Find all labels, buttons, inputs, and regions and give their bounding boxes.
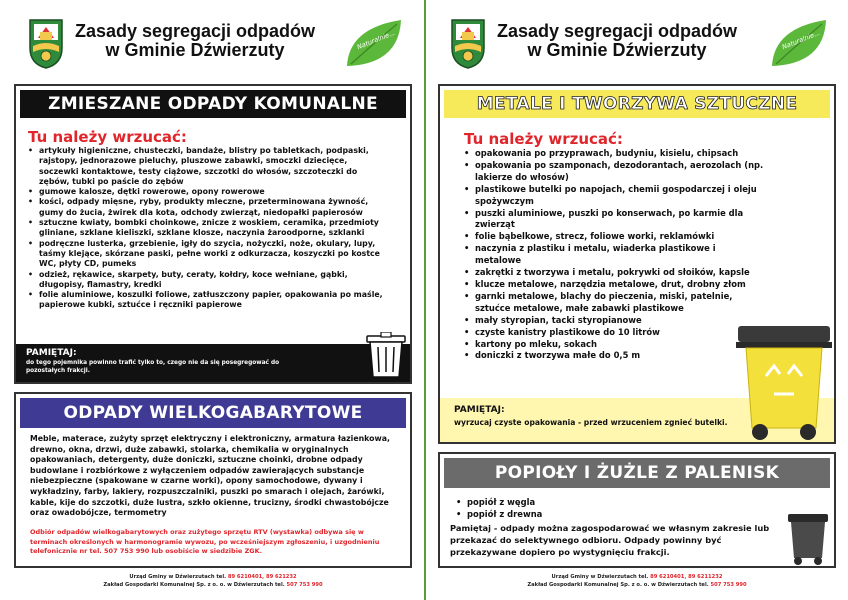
ash-text: Pamiętaj - odpady można zagospodarować we własnym zakresie lub przekazać do selektywnego odbioru. Odpady powinny być przekazywane dopiero po wystygnięciu frakcji.: [450, 523, 770, 557]
footer-line2-label: Zakład Gospodarki Komunalnej Sp. z o. o. w Dźwierzutach tel.: [527, 582, 709, 588]
metal-plastic-subheading: Tu należy wrzucać:: [464, 130, 623, 148]
mixed-waste-title: ZMIESZANE ODPADY KOMUNALNE: [20, 90, 406, 118]
white-trash-bin-icon: [366, 332, 406, 378]
green-leaf-icon: [343, 14, 405, 76]
list-item: • garnki metalowe, blachy do pieczenia, miski, patelnie, sztućce metalowe, małe zabawki plastikowe: [464, 291, 764, 315]
list-item: • mały styropian, tacki styropianowe: [464, 315, 764, 327]
note-text: do tego pojemnika powinno trafić tylko to, czego nie da się posegregować do pozostałych frakcji.: [26, 360, 280, 374]
municipality-crest-icon: [450, 18, 486, 70]
header-title-line2: w Gminie Dźwierzuty: [105, 40, 285, 60]
ash-list: [456, 496, 696, 520]
footer-line1-phone: 89 6210401, 89 621232: [227, 574, 297, 580]
list-item: • doniczki z tworzywa małe do 0,5 m: [464, 350, 764, 362]
left-footer: [14, 573, 412, 589]
metal-plastic-title: METALE I TWORZYWA SZTUCZNE: [444, 90, 830, 118]
list-item: • plastikowe butelki po napojach, chemii gospodarczej i oleju spożywczym: [464, 184, 764, 208]
note-title: PAMIĘTAJ:: [454, 405, 505, 415]
ash-panel: [438, 452, 836, 568]
list-item: • popiół z węgla: [456, 496, 696, 508]
header-title-line1: Zasady segregacji odpadów: [496, 21, 738, 41]
list-item: • popiół z drewna: [456, 508, 696, 520]
leaf-text: Naturalnie...: [355, 28, 397, 52]
list-item: • naczynia z plastiku i metalu, wiaderka plastikowe i metalowe: [464, 243, 764, 267]
list-item: • kartony po mleku, sokach: [464, 339, 764, 351]
grey-waste-bin-icon: [786, 512, 830, 566]
bulky-waste-notice: Odbiór odpadów wielkogabarytowych oraz zużytego sprzętu RTV (wystawka) odbywa się w terminach określonych w harmonogramie wywozu, po wcześniejszym zgłoszeniu, i uzgodnieniu telefonicznie nr tel. 507 753 990 lub osobiście w siedzibie ZGK.: [30, 528, 380, 555]
header-title: [492, 22, 742, 60]
metal-plastic-panel: [438, 84, 836, 444]
footer-line2-label: Zakład Gospodarki Komunalnej Sp. z o. o. w Dźwierzutach tel.: [103, 582, 285, 588]
list-item: • kości, odpady mięsne, ryby, produkty mleczne, przeterminowana żywność, gumy do żucia, żwirek dla kota, odchody zwierząt, niedopałki papierosów: [28, 197, 384, 218]
green-leaf-icon: [768, 14, 830, 76]
metal-plastic-list: [464, 148, 764, 362]
footer-line2-phone: 507 753 990: [286, 582, 323, 588]
list-item: • podręczne lusterka, grzebienie, igły do szycia, nożyczki, noże, okulary, lupy, taśmy klejące, skórzane paski, pełne worki z odkurzacza, koszyczki po kostce WC, płyty CD, pumeks: [28, 239, 384, 270]
footer-line1-label: Urząd Gminy w Dźwierzutach tel.: [129, 574, 227, 580]
list-item: • gumowe kalosze, dętki rowerowe, opony rowerowe: [28, 187, 384, 197]
list-item: • opakowania po przyprawach, budyniu, kisielu, chipsach: [464, 148, 764, 160]
list-item: • puszki aluminiowe, puszki po konserwach, po karmie dla zwierząt: [464, 208, 764, 232]
list-item: • zakrętki z tworzywa i metalu, pokrywki od słoików, kapsle: [464, 267, 764, 279]
leaf-text: Naturalnie...: [780, 28, 822, 52]
yellow-recycling-bin-icon: [736, 318, 832, 442]
note-title: PAMIĘTAJ:: [26, 348, 77, 358]
list-item: • artykuły higieniczne, chusteczki, bandaże, blistry po tabletkach, podpaski, rajstopy, jednorazowe pieluchy, pluszowe zabawki, smoczki dziecięce, soczewki kontaktowe, testy ciążowe, szczotki do włosów, szczoteczki do zębów, tubki po paście do zębów: [28, 146, 384, 187]
footer-line2-phone: 507 753 990: [710, 582, 747, 588]
municipality-crest-icon: [28, 18, 64, 70]
list-item: • odzież, rękawice, skarpety, buty, ceraty, kołdry, koce wełniane, gąbki, długopisy, flamastry, kredki: [28, 270, 384, 291]
footer-line1-phone: 89 6210401, 89 6211232: [650, 574, 723, 580]
header-title: [70, 22, 320, 60]
list-item: • folie bąbelkowe, strecz, foliowe worki, reklamówki: [464, 231, 764, 243]
list-item: • klucze metalowe, narzędzia metalowe, drut, drobny złom: [464, 279, 764, 291]
mixed-waste-subheading: Tu należy wrzucać:: [28, 128, 187, 146]
footer-line1-label: Urząd Gminy w Dźwierzutach tel.: [551, 574, 649, 580]
right-leaflet: [426, 0, 848, 600]
header-title-line2: w Gminie Dźwierzuty: [527, 40, 707, 60]
list-item: • sztuczne kwiaty, bombki choinkowe, znicze z woskiem, ceramika, przedmioty gliniane, szklane kieliszki, szklane klosze, naczynia żaroodporne, szklanki: [28, 218, 384, 239]
mixed-waste-panel: [14, 84, 412, 384]
bulky-waste-text: Meble, materace, zużyty sprzęt elektryczny i elektroniczny, armatura łazienkowa, drewno, okna, drzwi, duże zabawki, stolarka, chemikalia w oryginalnych opakowaniach, detergenty, duże doniczki, sztuczne choinki, drobne odpady budowlane i rozbiórkowe z wyłączeniem odpadów zawierających substancje niebezpieczne (spakowane w czarne worki), opony samochodowe, dywany i wykładziny, farby, lakiery, rozpuszczalniki, puszki po smarach i olejach, żarówki, kable, kije do szczotki, duże lustra, szkło okienne, trucizny, środki chwastobójcze oraz owadobójcze, termometry: [30, 434, 390, 518]
list-item: • czyste kanistry plastikowe do 10 litrów: [464, 327, 764, 339]
list-item: • folie aluminiowe, koszulki foliowe, zatłuszczony papier, opakowania po maśle, papierowe kubki, sztućce i ręczniki papierowe: [28, 290, 384, 311]
right-footer: [438, 573, 836, 589]
note-text: wyrzucaj czyste opakowania - przed wrzuceniem zgnieć butelki.: [454, 418, 728, 427]
bulky-waste-panel: [14, 392, 412, 568]
bulky-waste-title: ODPADY WIELKOGABARYTOWE: [20, 398, 406, 428]
mixed-waste-note: [16, 344, 410, 382]
ash-title: POPIOŁY I ŻUŻLE Z PALENISK: [444, 458, 830, 488]
header-title-line1: Zasady segregacji odpadów: [74, 21, 316, 41]
list-item: • opakowania po szamponach, dezodorantach, aerozolach (np. lakierze do włosów): [464, 160, 764, 184]
mixed-waste-list: [28, 146, 384, 311]
